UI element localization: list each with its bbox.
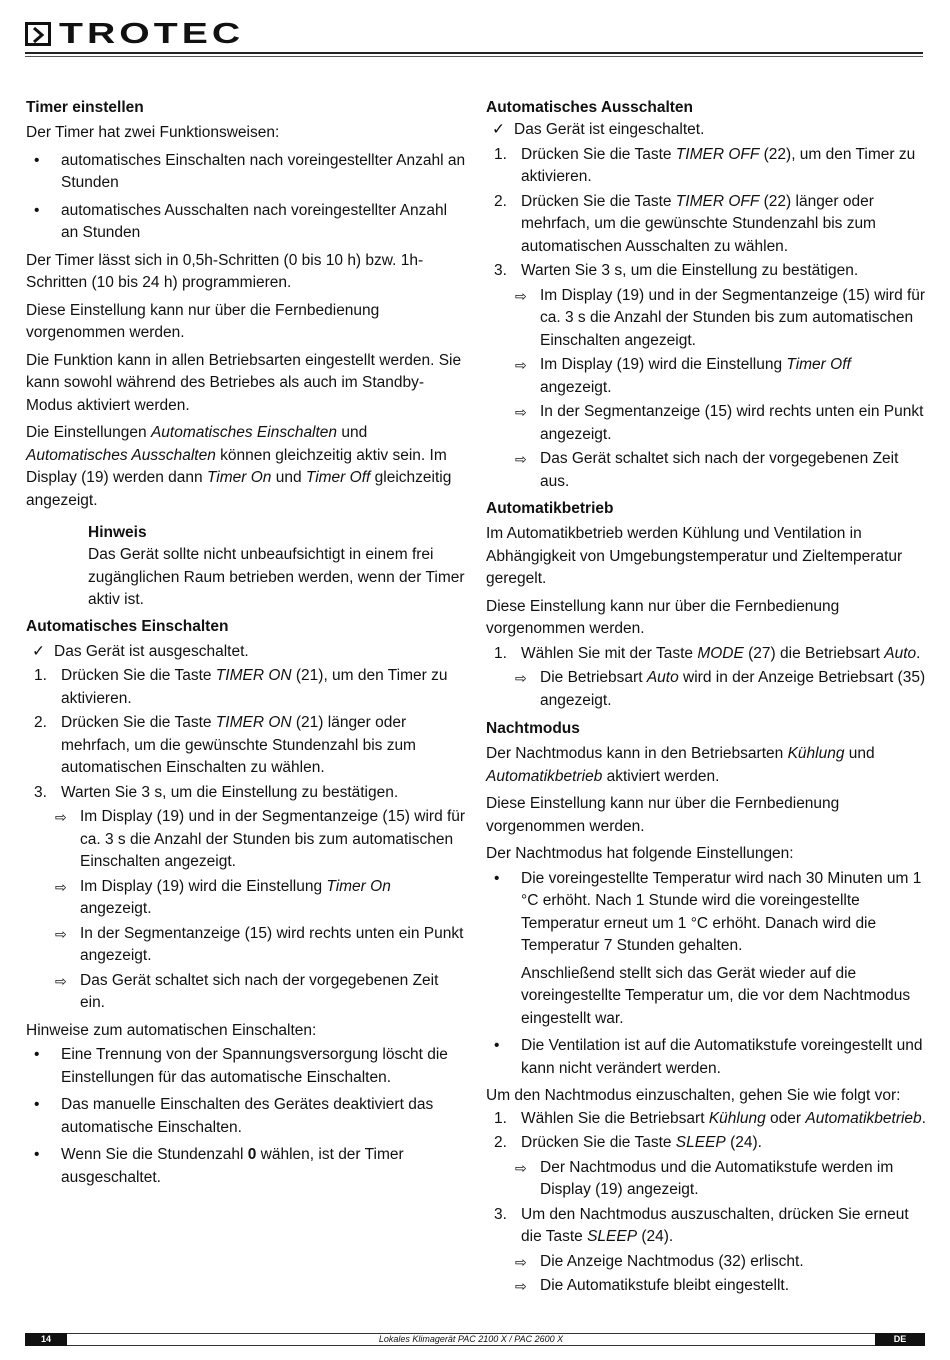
bullet-item: • Die Ventilation ist auf die Automatikstufe voreingestellt und kann nicht verändert werden. xyxy=(494,1037,923,1077)
step-item: 3. Warten Sie 3 s, um die Einstellung zu bestätigen. xyxy=(494,262,859,279)
paragraph: Die Funktion kann in allen Betriebsarten eingestellt werden. Sie kann sowohl während des Betriebes als auch im Standby-Modus aktiviert werden. xyxy=(26,351,462,414)
arrow-right-icon: ⇨ xyxy=(515,1278,527,1294)
bullet-item: • Wenn Sie die Stundenzahl 0 wählen, ist der Timer ausgeschaltet. xyxy=(34,1146,404,1186)
step-item: 1. Drücken Sie die Taste TIMER OFF (22), um den Timer zu aktivieren. xyxy=(494,145,916,185)
step-item: 2. Drücken Sie die Taste TIMER ON (21) länger oder mehrfach, um die gewünschte Stundenzahl bis zum automatischen Einschalten zu wählen. xyxy=(34,714,416,776)
arrow-right-icon: ⇨ xyxy=(515,451,527,467)
bullet-icon: • xyxy=(494,1037,500,1054)
paragraph: Der Nachtmodus kann in den Betriebsarten Kühlung und Automatikbetrieb aktiviert werden. xyxy=(486,745,875,785)
paragraph: Im Automatikbetrieb werden Kühlung und Ventilation in Abhängigkeit von Umgebungstemperatur und Zieltemperatur geregelt. xyxy=(486,525,903,587)
check-icon: ✓ xyxy=(492,121,505,138)
section-title-auto-mode: Automatikbetrieb xyxy=(486,500,614,517)
bullet-item: • automatisches Ausschalten nach voreingestellter Anzahl an Stunden xyxy=(34,201,448,241)
step-item: 3. Um den Nachtmodus auszuschalten, drücken Sie erneut die Taste SLEEP (24). xyxy=(494,1205,909,1245)
section-title-auto-off: Automatisches Ausschalten xyxy=(486,99,694,116)
paragraph: Die Einstellungen Automatisches Einschalten und Automatisches Ausschalten können gleichzeitig aktiv sein. Im Display (19) werden dann Timer On und Timer Off gleichzeitig angezeigt. xyxy=(26,424,452,509)
bullet-item: • automatisches Einschalten nach voreingestellter Anzahl an Stunden xyxy=(34,151,466,191)
paragraph: Diese Einstellung kann nur über die Fernbedienung vorgenommen werden. xyxy=(486,597,840,637)
paragraph: Hinweise zum automatischen Einschalten: xyxy=(26,1021,317,1039)
paragraph: Diese Einstellung kann nur über die Fernbedienung vorgenommen werden. xyxy=(26,301,380,341)
arrow-right-icon: ⇨ xyxy=(55,972,67,989)
result-item: ⇨ Die Automatikstufe bleibt eingestellt. xyxy=(486,1275,926,1298)
brand-logo-icon xyxy=(25,22,51,46)
page-number: 14 xyxy=(25,1333,67,1346)
result-item: ⇨ Das Gerät schaltet sich nach der vorgegebenen Zeit ein. xyxy=(55,971,439,1011)
paragraph: Der Nachtmodus hat folgende Einstellungen: xyxy=(486,845,794,862)
bullet-item: • Die voreingestellte Temperatur wird nach 30 Minuten um 1 °C erhöht. Nach 1 Stunde wird die voreingestellte Temperatur erneut um 1 °C erhöht. Danach wird die Temperatur 7 Stunden gehalten. xyxy=(494,869,922,954)
bullet-icon: • xyxy=(34,1096,40,1113)
bullet-item: • Das manuelle Einschalten des Gerätes deaktiviert das automatische Einschalten. xyxy=(34,1096,434,1136)
step-item: 2. Drücken Sie die Taste TIMER OFF (22) länger oder mehrfach, um die gewünschte Stundenzahl bis zum automatischen Ausschalten zu wählen. xyxy=(494,192,876,255)
note-text: Das Gerät sollte nicht unbeaufsichtigt in einem frei zugänglichen Raum betrieben werden, wenn der Timer aktiv ist. xyxy=(88,546,465,608)
result-item: ⇨ Im Display (19) und in der Segmentanzeige (15) wird für ca. 3 s die Anzahl der Stunden bis zum automatischen Einschalten angezeigt. xyxy=(515,286,926,349)
paragraph: Diese Einstellung kann nur über die Fernbedienung vorgenommen werden. xyxy=(486,795,840,835)
result-item: ⇨ In der Segmentanzeige (15) wird rechts unten ein Punkt angezeigt. xyxy=(55,924,464,964)
arrow-right-icon: ⇨ xyxy=(55,925,67,942)
bullet-item: • Eine Trennung von der Spannungsversorgung löscht die Einstellungen für das automatische Einschalten. xyxy=(34,1046,448,1086)
arrow-right-icon: ⇨ xyxy=(515,1253,527,1270)
result-item: ⇨ Im Display (19) wird die Einstellung Timer On angezeigt. xyxy=(55,877,391,917)
note-box xyxy=(88,522,466,612)
step-item: 2. Drücken Sie die Taste SLEEP (24). xyxy=(494,1134,762,1151)
result-item: ⇨ In der Segmentanzeige (15) wird rechts unten ein Punkt angezeigt. xyxy=(515,403,924,443)
precondition-item: ✓ Das Gerät ist ausgeschaltet. xyxy=(26,641,466,664)
step-item: 1. Drücken Sie die Taste TIMER ON (21), um den Timer zu aktivieren. xyxy=(34,667,448,707)
check-icon: ✓ xyxy=(32,642,45,660)
header-rule xyxy=(25,52,923,54)
page-footer xyxy=(25,1333,925,1346)
step-item: 1. Wählen Sie die Betriebsart Kühlung oder Automatikbetrieb. xyxy=(494,1109,926,1127)
arrow-right-icon: ⇨ xyxy=(55,809,67,825)
footer-product-title: Lokales Klimagerät PAC 2100 X / PAC 2600 X xyxy=(67,1333,875,1346)
paragraph: Um den Nachtmodus einzuschalten, gehen Sie wie folgt vor: xyxy=(486,1087,901,1104)
result-item: ⇨ Der Nachtmodus und die Automatikstufe werden im Display (19) angezeigt. xyxy=(515,1158,894,1198)
header-rule-thin xyxy=(25,56,923,57)
result-item: ⇨ Die Betriebsart Auto wird in der Anzeige Betriebsart (35) angezeigt. xyxy=(515,669,926,709)
arrow-right-icon: ⇨ xyxy=(515,670,527,686)
section-title-night-mode: Nachtmodus xyxy=(486,720,580,737)
section-title-auto-on: Automatisches Einschalten xyxy=(26,617,229,635)
arrow-right-icon: ⇨ xyxy=(515,357,527,373)
paragraph: Der Timer hat zwei Funktionsweisen: xyxy=(26,124,280,141)
bullet-icon: • xyxy=(34,1046,40,1063)
note-title: Hinweis xyxy=(88,524,147,541)
paragraph: Der Timer lässt sich in 0,5h-Schritten (0 bis 10 h) bzw. 1h-Schritten (10 bis 24 h) programmieren. xyxy=(26,251,424,291)
precondition-item: ✓ Das Gerät ist eingeschaltet. xyxy=(486,119,926,142)
arrow-right-icon: ⇨ xyxy=(515,287,527,304)
bullet-icon: • xyxy=(34,1146,40,1163)
arrow-right-icon: ⇨ xyxy=(515,404,527,420)
result-item: ⇨ Das Gerät schaltet sich nach der vorgegebenen Zeit aus. xyxy=(515,450,899,490)
section-title-timer: Timer einstellen xyxy=(26,99,144,116)
step-item: 1. Wählen Sie mit der Taste MODE (27) die Betriebsart Auto. xyxy=(494,644,921,662)
bullet-icon: • xyxy=(34,201,40,219)
bullet-icon: • xyxy=(34,151,40,169)
step-item: 3. Warten Sie 3 s, um die Einstellung zu bestätigen. xyxy=(34,783,399,801)
arrow-right-icon: ⇨ xyxy=(55,878,67,895)
bullet-icon: • xyxy=(494,869,500,887)
left-column xyxy=(26,97,466,1194)
right-column xyxy=(486,97,926,1300)
brand-logo-text: TROTEC xyxy=(59,18,245,50)
result-item: ⇨ Im Display (19) wird die Einstellung Timer Off angezeigt. xyxy=(515,356,851,396)
result-item: ⇨ Die Anzeige Nachtmodus (32) erlischt. xyxy=(486,1251,926,1274)
language-badge: DE xyxy=(875,1333,925,1346)
result-item: ⇨ Im Display (19) und in der Segmentanzeige (15) wird für ca. 3 s die Anzahl der Stunden bis zum automatischen Einschalten angezeigt. xyxy=(55,808,466,870)
arrow-right-icon: ⇨ xyxy=(515,1159,527,1176)
bullet-subparagraph: Anschließend stellt sich das Gerät wieder auf die voreingestellte Temperatur um, die vor dem Nachtmodus eingestellt war. xyxy=(521,964,911,1027)
